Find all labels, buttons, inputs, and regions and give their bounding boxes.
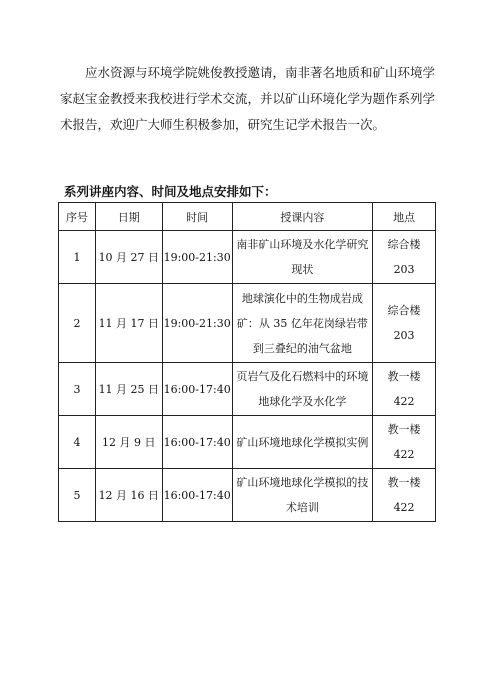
table-row	[59, 284, 436, 363]
row-time: 16:00-17:40	[162, 416, 232, 469]
location-room: 422	[393, 501, 415, 514]
intro-paragraph: 应水资源与环境学院姚俊教授邀请，南非著名地质和矿山环境学家赵宝金教授来我校进行学术交流，并以矿山环境化学为题作系列学术报告，欢迎广大师生积极参加，研究生记学术报告一次。	[60, 65, 436, 132]
row-location	[373, 231, 436, 284]
row-topic: 矿山环境地球化学模拟的技术培训	[232, 469, 373, 522]
row-time: 19:00-21:30	[162, 231, 232, 284]
location-room: 422	[393, 395, 415, 408]
location-room: 422	[393, 448, 415, 461]
table-row	[59, 416, 436, 469]
schedule-heading: 系列讲座内容、时间及地点安排如下：	[64, 184, 277, 199]
table-row	[59, 231, 436, 284]
row-date: 12 月 16 日	[95, 469, 162, 522]
row-date: 11 月 25 日	[95, 363, 162, 416]
location-building: 教一楼	[387, 423, 421, 436]
row-time: 16:00-17:40	[162, 469, 232, 522]
header-number: 序号	[59, 203, 96, 231]
location-room: 203	[393, 263, 415, 276]
table-row	[59, 363, 436, 416]
location-room: 203	[393, 329, 415, 342]
row-time: 16:00-17:40	[162, 363, 232, 416]
row-topic: 南非矿山环境及水化学研究现状	[232, 231, 373, 284]
row-topic: 页岩气及化石燃料中的环境地球化学及水化学	[232, 363, 373, 416]
header-location: 地点	[373, 203, 436, 231]
location-building: 教一楼	[387, 476, 421, 489]
table-header-row	[59, 203, 436, 231]
row-location	[373, 284, 436, 363]
table-row	[59, 469, 436, 522]
row-time: 19:00-21:30	[162, 284, 232, 363]
row-location	[373, 363, 436, 416]
location-building: 综合楼	[387, 304, 421, 317]
location-building: 综合楼	[387, 238, 421, 251]
row-date: 12 月 9 日	[95, 416, 162, 469]
header-date: 日期	[95, 203, 162, 231]
header-time: 时间	[162, 203, 232, 231]
location-building: 教一楼	[387, 370, 421, 383]
row-date: 10 月 27 日	[95, 231, 162, 284]
row-number: 4	[59, 416, 96, 469]
row-topic: 矿山环境地球化学模拟实例	[232, 416, 373, 469]
row-date: 11 月 17 日	[95, 284, 162, 363]
row-number: 2	[59, 284, 96, 363]
row-number: 3	[59, 363, 96, 416]
lecture-schedule-table	[58, 202, 436, 522]
row-location	[373, 416, 436, 469]
row-topic: 地球演化中的生物成岩成矿：从 35 亿年花岗绿岩带到三叠纪的油气盆地	[232, 284, 373, 363]
header-topic: 授课内容	[232, 203, 373, 231]
row-location	[373, 469, 436, 522]
row-number: 1	[59, 231, 96, 284]
row-number: 5	[59, 469, 96, 522]
